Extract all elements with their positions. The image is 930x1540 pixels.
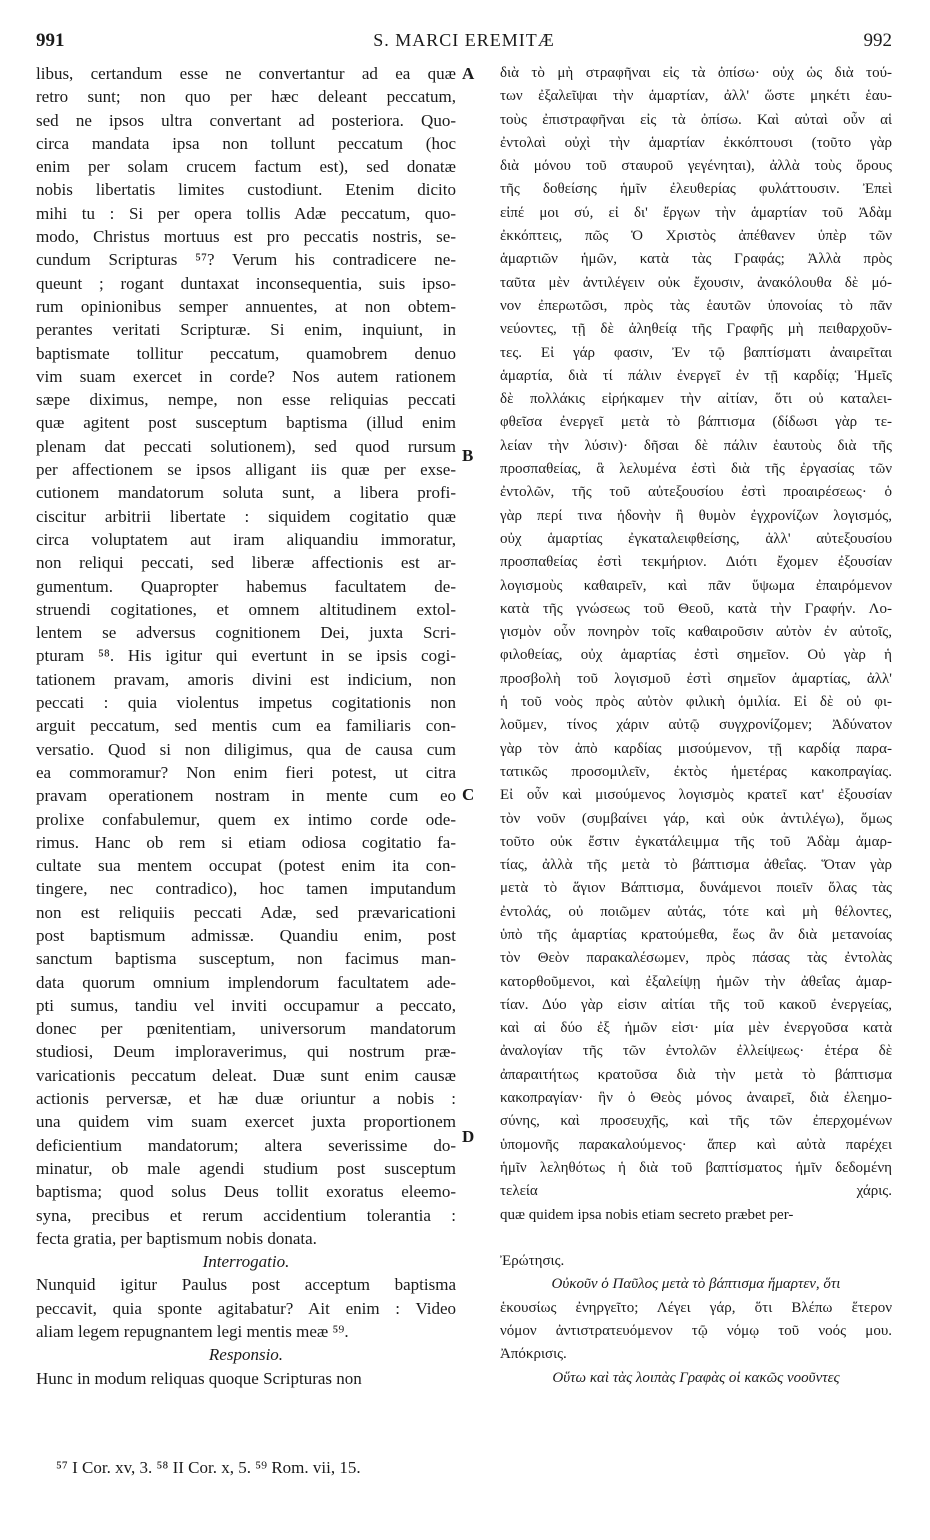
greek-text-line: λογισμοὺς καθαιρεῖν, καὶ πᾶν ὕψωμα ἐπαιρόμενον <box>500 577 892 594</box>
latin-text-line: quæ agitent post susceptum baptisma (illud enim <box>36 413 456 433</box>
greek-text-line: κατορθοῦμενοι, καὶ ἐξαλείψῃ ἡμῶν τὴν ἀθεΐας ἁμαρ- <box>500 973 892 990</box>
column-marker: B <box>462 446 474 465</box>
latin-text-line: vim suam exercet in corde? Nos autem rationem <box>36 366 456 386</box>
greek-text-line: ταῦτα μὲν ἀντιλέγειν οὐκ ἔχουσιν, ἀνακόλουθα δὲ μό- <box>500 274 892 291</box>
greek-text-line: κατὰ τῆς γνώσεως τοῦ Θεοῦ, κατὰ τὴν Γραφήν. Λο- <box>500 600 892 617</box>
latin-text-line: mihi tu : Si per opera tollis Adæ peccatum, quo- <box>36 203 456 223</box>
greek-text-line: τοῦτο οὐκ ἔστιν ἐγκατάλειμμα τῆς τοῦ Ἀδὰμ ἁμαρ- <box>500 833 892 850</box>
latin-text-line: Nunquid igitur Paulus post acceptum baptisma <box>36 1275 456 1295</box>
latin-text-line: sanctum baptisma susceptum, non facimus man- <box>36 949 456 969</box>
greek-text-line: προσπαθείας ἐστὶ τεκμήριον. Διότι ἔχομεν ἐξουσίαν <box>500 554 892 571</box>
greek-text-line: διὰ μόνου τοῦ σταυροῦ γεγένηται), ἀλλὰ τοὺς ὅρους <box>500 158 892 175</box>
latin-text-line: Interrogatio. <box>202 1252 290 1272</box>
latin-text-line: versatio. Quod si non diligimus, qua de causa cum <box>36 739 456 759</box>
greek-text-line: ἐντολάς, οὐ ποιῶμεν αὐτάς, τότε καὶ μὴ θέλοντες, <box>500 903 892 920</box>
greek-text-line: ἡμῖν λεληθότως ἡ διὰ τοῦ βαπτίσματος ἡμῖν δεδομένη <box>500 1159 892 1176</box>
latin-text-line: minatur, ob male agendi studium post susceptum <box>36 1158 456 1178</box>
greek-column <box>500 62 892 1390</box>
greek-text-line: μετὰ τὸ ἅγιον Βάπτισμα, δυνάμενοι ποιεῖν ὅλας τὰς <box>500 880 892 897</box>
column-marker: C <box>462 785 475 804</box>
latin-text-line: gumentum. Quapropter habemus facultatem de- <box>36 576 456 596</box>
greek-text-line: Ἐρώτησις. <box>500 1253 565 1270</box>
greek-text-line: τίαν. Δύο γὰρ εἰσιν αἰτίαι τῆς τοῦ κακοῦ ἐνεργείας, <box>500 996 892 1013</box>
latin-text-line: retro sunt; non quo per hæc deleant peccatum, <box>36 87 456 107</box>
greek-text-line: διὰ τὸ μὴ στραφῆναι εἰς τὰ ὀπίσω· οὐχ ὡς διὰ τού- <box>500 65 892 81</box>
latin-text-line: non est reliquiis peccati Adæ, sed prævaricationi <box>36 902 456 922</box>
greek-text-line: ἁμαρτιῶν ἡμῶν, κατὰ τὰς Γραφάς; Ἀλλὰ πρὸς <box>500 251 892 268</box>
greek-text-line: Εἰ οὖν καὶ μισούμενος λογισμὸς κρατεῖ κατ' ἐξουσίαν <box>500 787 892 804</box>
latin-text-line: deficientium mandatorum; altera severissime do- <box>36 1135 456 1155</box>
greek-text-line: φιλοθείας, οὐχ ἁμαρτίας ἐστὶ σημεῖον. Οὐ γὰρ ἡ <box>500 647 892 664</box>
greek-text-line: Οὐκοῦν ὁ Παῦλος μετὰ τὸ βάπτισμα ἥμαρτεν, ὅτι <box>551 1276 841 1293</box>
latin-text-line: circa mandata ipsa non tollunt peccatum (hoc <box>36 133 456 153</box>
greek-text-line: τοὺς ἐπιστραφῆναι εἰς τὰ ὀπίσω. Καὶ αὐταὶ οὖν αἱ <box>500 111 892 128</box>
latin-text-line: plenam dat peccati solutionem), sed quod rursum <box>36 436 456 456</box>
latin-text-line: syna, precibus et rerum accidentium tolerantia : <box>36 1205 456 1225</box>
latin-text-line: libus, certandum esse ne convertantur ad ea quæ <box>36 64 456 83</box>
running-title: S. MARCI EREMITÆ <box>373 30 555 50</box>
latin-text-line: non reliqui peccati, sed liberæ affectionis est ar- <box>36 553 456 573</box>
latin-text-line: lentem se adversus cognitionem Dei, juxta Scri- <box>36 623 456 643</box>
column-marker: A <box>462 64 475 83</box>
greek-text-line: προσβολὴ τοῦ λογισμοῦ ἐστὶ σημεῖον ἁμαρτίας, ἀλλ' <box>500 670 892 687</box>
greek-text-line: ἐντολαὶ οὐχὶ τὴν ἁμαρτίαν ἐκκόπτουσι (τοῦτο γὰρ <box>500 134 892 151</box>
latin-text-line: cundum Scripturas ⁵⁷? Verum his contradicere ne- <box>36 250 456 270</box>
greek-text-line: των ἐξαλεῖψαι τὴν ἁμαρτίαν, ἀλλ' ὥστε μηκέτι ἑαυ- <box>500 88 892 105</box>
latin-text-line: baptisma; quod solus Deus tollit exoratus eleemo- <box>36 1182 456 1202</box>
greek-text-line: νον ἐπερωτῶσι, πρὸς τὰς ἑαυτῶν ὑπονοίας τὸ πᾶν <box>500 297 892 314</box>
latin-text-line: cultate sua mentem occupat (potest enim ita con- <box>36 856 456 876</box>
greek-text-line: κακοπραγίαν· ἣν ὁ Θεὸς μόνος ἀναιρεῖ, διὰ ἐλεημο- <box>500 1090 892 1107</box>
footnotes: ⁵⁷ I Cor. xv, 3. ⁵⁸ II Cor. x, 5. ⁵⁹ Rom. vii, 15. <box>56 1458 361 1477</box>
latin-text-line: ciscitur arbitrii libertate : siquidem cogitatio quæ <box>36 506 456 526</box>
latin-text-line: arguit peccatum, sed mentis cum ea familiaris con- <box>36 716 456 736</box>
latin-column <box>36 62 456 1390</box>
greek-text-line: γὰρ τὸν ἀπὸ καρδίας μισούμενον, τῇ καρδίᾳ παρα- <box>500 740 892 757</box>
latin-text-line: pti sumus, tandiu vel inviti occupamur a peccato, <box>36 995 456 1015</box>
greek-text-line: λείαν τὴν λύσιν)· δῆσαι δὲ πάλιν ἑαυτοὺς διὰ τῆς <box>500 437 892 454</box>
column-marker: D <box>462 1127 475 1146</box>
latin-text-line: cutionem mandatorum soluta sunt, a libera profi- <box>36 483 456 503</box>
greek-text-line: ἁμαρτία, διὰ τί πάλιν ἐνεργεῖ ἐν τῇ καρδίᾳ; Ἡμεῖς <box>500 367 892 384</box>
greek-text-line: τατικῶς προσομιλεῖν, ἐκτὸς ἡμετέρας κακοπραγίας. <box>500 763 892 780</box>
latin-text-line: nobis libertatis limites custodiunt. Etenim dicito <box>36 180 456 200</box>
greek-text-line: γὰρ περί τινα ἡδονὴν ἢ θυμὸν ἐγχρονίζων λογισμός, <box>500 507 892 524</box>
latin-text-line: enim per solam crucem factum est), sed donatæ <box>36 157 456 177</box>
latin-text-line: rimus. Hanc ob rem si etiam odiosa cogitatio fa- <box>36 832 456 852</box>
greek-text-line: τελεία χάρις. <box>500 1183 892 1200</box>
latin-text-line: pturam ⁵⁸. His igitur qui evertunt in se ipsis cogi- <box>36 646 456 666</box>
latin-text-line: post baptismum admissæ. Quandiu enim, post <box>36 925 456 945</box>
greek-text-line: quæ quidem ipsa nobis etiam secreto præbet per- <box>500 1206 794 1223</box>
latin-text-line: peccati : quia violentus impetus cogitationis non <box>36 693 456 713</box>
column-markers <box>462 62 482 1262</box>
greek-text-line: φθεῖσα ἐνεργεῖ μετὰ τὸ βάπτισμα (δίδωσι γὰρ τε- <box>500 414 892 431</box>
greek-text-line: τίας, ἀλλὰ τῆς μετὰ τὸ βάπτισμα ἀθεΐας. Ὅταν γὰρ <box>500 857 892 874</box>
latin-text-line: tingere, nec contradico), hoc tamen imputandum <box>36 879 456 899</box>
greek-text-line: τὸν νοῦν (συμβαίνει γάρ, καὶ οὐκ ἀντιλέγω), ὅμως <box>500 810 892 827</box>
latin-text-line: queunt ; rogant duntaxat inconsequentia, suis ipso- <box>36 273 456 293</box>
latin-text-line: struendi cogitationes, et omnem altitudinem extol- <box>36 599 456 619</box>
greek-text-line: δὲ πολλάκις εἰρήκαμεν τὴν αἰτίαν, ὅτι οὐ καταλει- <box>500 391 892 408</box>
latin-text-line: studiosi, Deum imploraverimus, qui nostrum præ- <box>36 1042 456 1062</box>
greek-text-line: Οὕτω καὶ τὰς λοιπὰς Γραφὰς οἱ κακῶς νοοῦντες <box>552 1369 840 1386</box>
latin-text-line: per affectionem se ipsos alligant iis quæ per exse- <box>36 460 456 480</box>
greek-text-line: εἰπέ μοι σύ, εἰ δι' ἔργων τὴν ἁμαρτίαν τοῦ Ἀδὰμ <box>500 204 892 221</box>
greek-text-line: νεύοντες, τῇ δὲ ἀληθείᾳ τῆς Γραφῆς μὴ πειθαρχοῦν- <box>500 321 892 338</box>
page-header <box>36 30 892 54</box>
latin-text-line: varicationis peccatum deleat. Duæ sunt enim causæ <box>36 1065 456 1085</box>
latin-text-line: modo, Christus mortuus est pro peccatis nostris, se- <box>36 227 456 247</box>
page-number-right: 992 <box>863 30 892 51</box>
greek-text-line: νόμον ἀντιστρατευόμενον τῷ νόμῳ τοῦ νοός μου. <box>500 1323 892 1340</box>
latin-text-line: Responsio. <box>208 1345 284 1365</box>
greek-text-line: τὸν Θεὸν παρακαλέσωμεν, πρὸς πάσας τὰς ἐντολὰς <box>500 950 892 967</box>
greek-text-line: ἀπαραιτήτως κρατοῦσα διὰ τὴν μετὰ τὸ βάπτισμα <box>500 1066 892 1083</box>
greek-text-line: γισμὸν οὖν πονηρὸν τοῖς καθαιροῦσιν αὐτὸν ἐν αὐτοῖς, <box>500 624 892 641</box>
greek-text-line: καὶ αἱ δύο ἐξ ἡμῶν εἰσι· μία μὲν ἐνεργοῦσα κατὰ <box>500 1020 892 1037</box>
latin-text-line: data quorum omnium implendorum facultatem ade- <box>36 972 456 992</box>
greek-text-line: ἑκουσίως ἐνηργεῖτο; Λέγει γάρ, ὅτι Βλέπω ἕτερον <box>500 1299 892 1316</box>
greek-text-line: λοῦμεν, τίνος χάριν αὐτῷ συγχρονίζομεν; Ἀδύνατον <box>500 717 892 734</box>
latin-text-line: ea commoramur? Non enim fieri potest, ut citra <box>36 762 456 782</box>
greek-text-line: προσπαθείας, ἃ λελυμένα ἐστὶ διὰ τῆς ἐργασίας τῶν <box>500 461 892 478</box>
latin-text-line: pravam operationem nostram in mente cum eo <box>36 786 456 806</box>
greek-text-line: τῆς δοθείσης ἡμῖν ἐλευθερίας φυλάττουσιν. Ἐπεὶ <box>500 181 892 198</box>
greek-text-line: ἐντολῶν, τῆς τοῦ αὐτεξουσίου ἐστὶ προαιρέσεως· ὁ <box>500 484 892 501</box>
page-number-left: 991 <box>36 30 65 51</box>
latin-text-line: rum opinionibus semper annuentes, at non obtem- <box>36 296 456 316</box>
greek-text-line: ἐκκόπτεις, πῶς Ὁ Χριστὸς ἀπέθανεν ὑπὲρ τῶν <box>500 228 892 245</box>
greek-text-line: Ἀπόκρισις. <box>500 1346 567 1363</box>
greek-text-line: τες. Εἰ γάρ φασιν, Ἐν τῷ βαπτίσματι ἀναιρεῖται <box>500 344 892 361</box>
greek-text-line: ἀναλογίαν τῆς τῶν ἐντολῶν ἐλλείψεως· ἑτέρα δὲ <box>500 1043 892 1060</box>
greek-text-line: ὑπομονῆς παρακαλούμενος· ἅπερ καὶ αὐτὰ παρέχει <box>500 1136 892 1153</box>
latin-text-line: sed ne ipsos ultra convertant ad posteriora. Quo- <box>36 110 456 130</box>
latin-text-line: actionis perversæ, et hæ duæ oriuntur a nobis : <box>36 1089 456 1109</box>
latin-text-line: baptismate tollitur peccatum, quamobrem denuo <box>36 343 456 363</box>
latin-text-line: aliam legem repugnantem legi mentis meæ ⁵⁹. <box>36 1322 349 1342</box>
greek-text-line: σύνης, καὶ προσευχῆς, καὶ τῆς τῶν ἐπερχομένων <box>500 1113 892 1130</box>
greek-text-line: ὑπὸ τῆς ἁμαρτίας κρατούμεθα, ἕως ἂν διὰ μετανοίας <box>500 926 892 943</box>
latin-text-line: perantes veritati Scripturæ. Si enim, inquiunt, in <box>36 320 456 340</box>
latin-text-line: sæpe diximus, nempe, non esse reliquias peccati <box>36 390 456 410</box>
greek-text-line: ἡ τοῦ νοὸς πρὸς αὐτὸν φιλικὴ ὁμιλία. Εἰ δὲ οὐ φι- <box>500 694 892 711</box>
greek-text-line: οὐχ ἁμαρτίας ἐγκαταλειφθείσης, ἀλλ' αὐτεξουσίου <box>500 530 892 547</box>
latin-text-line: una quidem vim suam exercet juxta proportionem <box>36 1112 456 1132</box>
latin-text-line: fecta gratia, per baptismum nobis donata. <box>36 1228 317 1248</box>
greek-text-line <box>500 1227 892 1250</box>
latin-text-line: peccavit, quia sponte agitabatur? Ait enim : Video <box>36 1298 456 1318</box>
latin-text-line: donec per pœnitentiam, universorum mandatorum <box>36 1019 456 1039</box>
latin-text-line: prolixe confabulemur, quem ex intimo corde ode- <box>36 809 456 829</box>
latin-text-line: Hunc in modum reliquas quoque Scripturas non <box>36 1368 362 1388</box>
latin-text-line: circa voluptatem aut iram aliquandiu immoratur, <box>36 529 456 549</box>
latin-text-line: tationem pravam, amoris divini est indicium, non <box>36 669 456 689</box>
